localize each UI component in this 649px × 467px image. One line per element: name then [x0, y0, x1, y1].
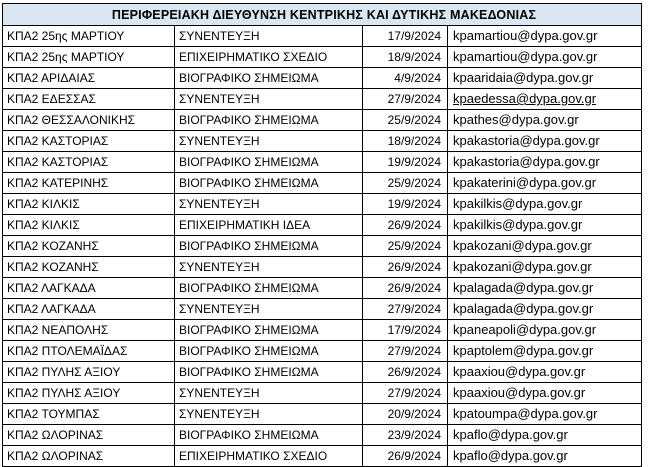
date-cell: 19/9/2024 [363, 152, 448, 173]
office-cell: ΚΠΑ2 25ης ΜΑΡΤΙΟΥ [3, 47, 175, 68]
table-row [3, 362, 642, 383]
table-row [3, 173, 642, 194]
session-type-cell: ΣΥΝΕΝΤΕΥΞΗ [175, 299, 363, 320]
session-type-cell: ΣΥΝΕΝΤΕΥΞΗ [175, 131, 363, 152]
office-cell: ΚΠΑ2 ΛΑΓΚΑΔΑ [3, 299, 175, 320]
session-type-cell: ΣΥΝΕΝΤΕΥΞΗ [175, 26, 363, 47]
table-row [3, 404, 642, 425]
email-cell: kpaflo@dypa.gov.gr [448, 446, 642, 467]
date-cell: 27/9/2024 [363, 341, 448, 362]
date-cell: 27/9/2024 [363, 89, 448, 110]
date-cell: 23/9/2024 [363, 425, 448, 446]
table-row [3, 89, 642, 110]
date-cell: 17/9/2024 [363, 26, 448, 47]
email-cell: kpakilkis@dypa.gov.gr [448, 215, 642, 236]
table-row [3, 446, 642, 467]
email-cell: kpaneapoli@dypa.gov.gr [448, 320, 642, 341]
table-row [3, 320, 642, 341]
office-cell: ΚΠΑ2 ΕΔΕΣΣΑΣ [3, 89, 175, 110]
session-type-cell: ΣΥΝΕΝΤΕΥΞΗ [175, 89, 363, 110]
date-cell: 19/9/2024 [363, 194, 448, 215]
email-cell: kpakaterini@dypa.gov.gr [448, 173, 642, 194]
table-row [3, 257, 642, 278]
table-title: ΠΕΡΙΦΕΡΕΙΑΚΗ ΔΙΕΥΘΥΝΣΗ ΚΕΝΤΡΙΚΗΣ ΚΑΙ ΔΥΤΙΚΗΣ ΜΑΚΕΔΟΝΙΑΣ [3, 4, 642, 26]
office-cell: ΚΠΑ2 ΠΥΛΗΣ ΑΞΙΟΥ [3, 362, 175, 383]
session-type-cell: ΕΠΙΧΕΙΡΗΜΑΤΙΚΟ ΣΧΕΔΙΟ [175, 446, 363, 467]
date-cell: 27/9/2024 [363, 383, 448, 404]
session-type-cell: ΒΙΟΓΡΑΦΙΚΟ ΣΗΜΕΙΩΜΑ [175, 68, 363, 89]
session-type-cell: ΣΥΝΕΝΤΕΥΞΗ [175, 194, 363, 215]
table-row [3, 278, 642, 299]
table-row [3, 110, 642, 131]
date-cell: 26/9/2024 [363, 215, 448, 236]
email-cell: kpakozani@dypa.gov.gr [448, 236, 642, 257]
session-type-cell: ΣΥΝΕΝΤΕΥΞΗ [175, 383, 363, 404]
email-cell: kpaaxiou@dypa.gov.gr [448, 383, 642, 404]
session-type-cell: ΣΥΝΕΝΤΕΥΞΗ [175, 257, 363, 278]
session-type-cell: ΒΙΟΓΡΑΦΙΚΟ ΣΗΜΕΙΩΜΑ [175, 320, 363, 341]
session-type-cell: ΒΙΟΓΡΑΦΙΚΟ ΣΗΜΕΙΩΜΑ [175, 152, 363, 173]
date-cell: 4/9/2024 [363, 68, 448, 89]
session-type-cell: ΒΙΟΓΡΑΦΙΚΟ ΣΗΜΕΙΩΜΑ [175, 278, 363, 299]
email-cell: kpaedessa@dypa.gov.gr [448, 89, 642, 110]
table-row [3, 131, 642, 152]
session-type-cell: ΒΙΟΓΡΑΦΙΚΟ ΣΗΜΕΙΩΜΑ [175, 341, 363, 362]
email-cell: kpaaridaia@dypa.gov.gr [448, 68, 642, 89]
table-row [3, 425, 642, 446]
table-row [3, 47, 642, 68]
session-type-cell: ΕΠΙΧΕΙΡΗΜΑΤΙΚΟ ΣΧΕΔΙΟ [175, 47, 363, 68]
email-cell: kpamartiou@dypa.gov.gr [448, 47, 642, 68]
date-cell: 26/9/2024 [363, 362, 448, 383]
office-cell: ΚΠΑ2 ΝΕΑΠΟΛΗΣ [3, 320, 175, 341]
table-row [3, 215, 642, 236]
table-row [3, 341, 642, 362]
office-cell: ΚΠΑ2 ΑΡΙΔΑΙΑΣ [3, 68, 175, 89]
date-cell: 17/9/2024 [363, 320, 448, 341]
date-cell: 18/9/2024 [363, 131, 448, 152]
office-cell: ΚΠΑ2 ΘΕΣΣΑΛΟΝΙΚΗΣ [3, 110, 175, 131]
date-cell: 26/9/2024 [363, 257, 448, 278]
date-cell: 25/9/2024 [363, 173, 448, 194]
office-cell: ΚΠΑ2 ΚΟΖΑΝΗΣ [3, 257, 175, 278]
email-cell: kpaflo@dypa.gov.gr [448, 425, 642, 446]
email-cell: kpakozani@dypa.gov.gr [448, 257, 642, 278]
email-cell: kpalagada@dypa.gov.gr [448, 278, 642, 299]
session-type-cell: ΒΙΟΓΡΑΦΙΚΟ ΣΗΜΕΙΩΜΑ [175, 425, 363, 446]
email-cell: kpalagada@dypa.gov.gr [448, 299, 642, 320]
session-type-cell: ΒΙΟΓΡΑΦΙΚΟ ΣΗΜΕΙΩΜΑ [175, 362, 363, 383]
office-cell: ΚΠΑ2 ΚΙΛΚΙΣ [3, 194, 175, 215]
date-cell: 27/9/2024 [363, 299, 448, 320]
email-cell: kpamartiou@dypa.gov.gr [448, 26, 642, 47]
office-cell: ΚΠΑ2 ΩΛΟΡΙΝΑΣ [3, 425, 175, 446]
table-row [3, 236, 642, 257]
schedule-table [2, 3, 642, 467]
table-title-row [3, 4, 642, 26]
office-cell: ΚΠΑ2 ΩΛΟΡΙΝΑΣ [3, 446, 175, 467]
date-cell: 18/9/2024 [363, 47, 448, 68]
table-row [3, 68, 642, 89]
session-type-cell: ΣΥΝΕΝΤΕΥΞΗ [175, 404, 363, 425]
session-type-cell: ΕΠΙΧΕΙΡΗΜΑΤΙΚΗ ΙΔΕΑ [175, 215, 363, 236]
email-cell: kpakastoria@dypa.gov.gr [448, 152, 642, 173]
session-type-cell: ΒΙΟΓΡΑΦΙΚΟ ΣΗΜΕΙΩΜΑ [175, 110, 363, 131]
session-type-cell: ΒΙΟΓΡΑΦΙΚΟ ΣΗΜΕΙΩΜΑ [175, 236, 363, 257]
table-row [3, 26, 642, 47]
date-cell: 25/9/2024 [363, 110, 448, 131]
email-cell: kpatoumpa@dypa.gov.gr [448, 404, 642, 425]
office-cell: ΚΠΑ2 ΚΑΣΤΟΡΙΑΣ [3, 152, 175, 173]
table-row [3, 383, 642, 404]
office-cell: ΚΠΑ2 ΚΟΖΑΝΗΣ [3, 236, 175, 257]
office-cell: ΚΠΑ2 ΠΤΟΛΕΜΑΪΔΑΣ [3, 341, 175, 362]
email-cell: kpakastoria@dypa.gov.gr [448, 131, 642, 152]
email-cell: kpaaxiou@dypa.gov.gr [448, 362, 642, 383]
email-cell: kpakilkis@dypa.gov.gr [448, 194, 642, 215]
office-cell: ΚΠΑ2 ΤΟΥΜΠΑΣ [3, 404, 175, 425]
date-cell: 20/9/2024 [363, 404, 448, 425]
table-row [3, 194, 642, 215]
date-cell: 26/9/2024 [363, 278, 448, 299]
date-cell: 25/9/2024 [363, 236, 448, 257]
office-cell: ΚΠΑ2 ΛΑΓΚΑΔΑ [3, 278, 175, 299]
email-cell: kpaptolem@dypa.gov.gr [448, 341, 642, 362]
email-cell: kpathes@dypa.gov.gr [448, 110, 642, 131]
session-type-cell: ΒΙΟΓΡΑΦΙΚΟ ΣΗΜΕΙΩΜΑ [175, 173, 363, 194]
date-cell: 26/9/2024 [363, 446, 448, 467]
table-row [3, 152, 642, 173]
office-cell: ΚΠΑ2 25ης ΜΑΡΤΙΟΥ [3, 26, 175, 47]
office-cell: ΚΠΑ2 ΚΑΣΤΟΡΙΑΣ [3, 131, 175, 152]
table-row [3, 299, 642, 320]
office-cell: ΚΠΑ2 ΠΥΛΗΣ ΑΞΙΟΥ [3, 383, 175, 404]
office-cell: ΚΠΑ2 ΚΑΤΕΡΙΝΗΣ [3, 173, 175, 194]
office-cell: ΚΠΑ2 ΚΙΛΚΙΣ [3, 215, 175, 236]
